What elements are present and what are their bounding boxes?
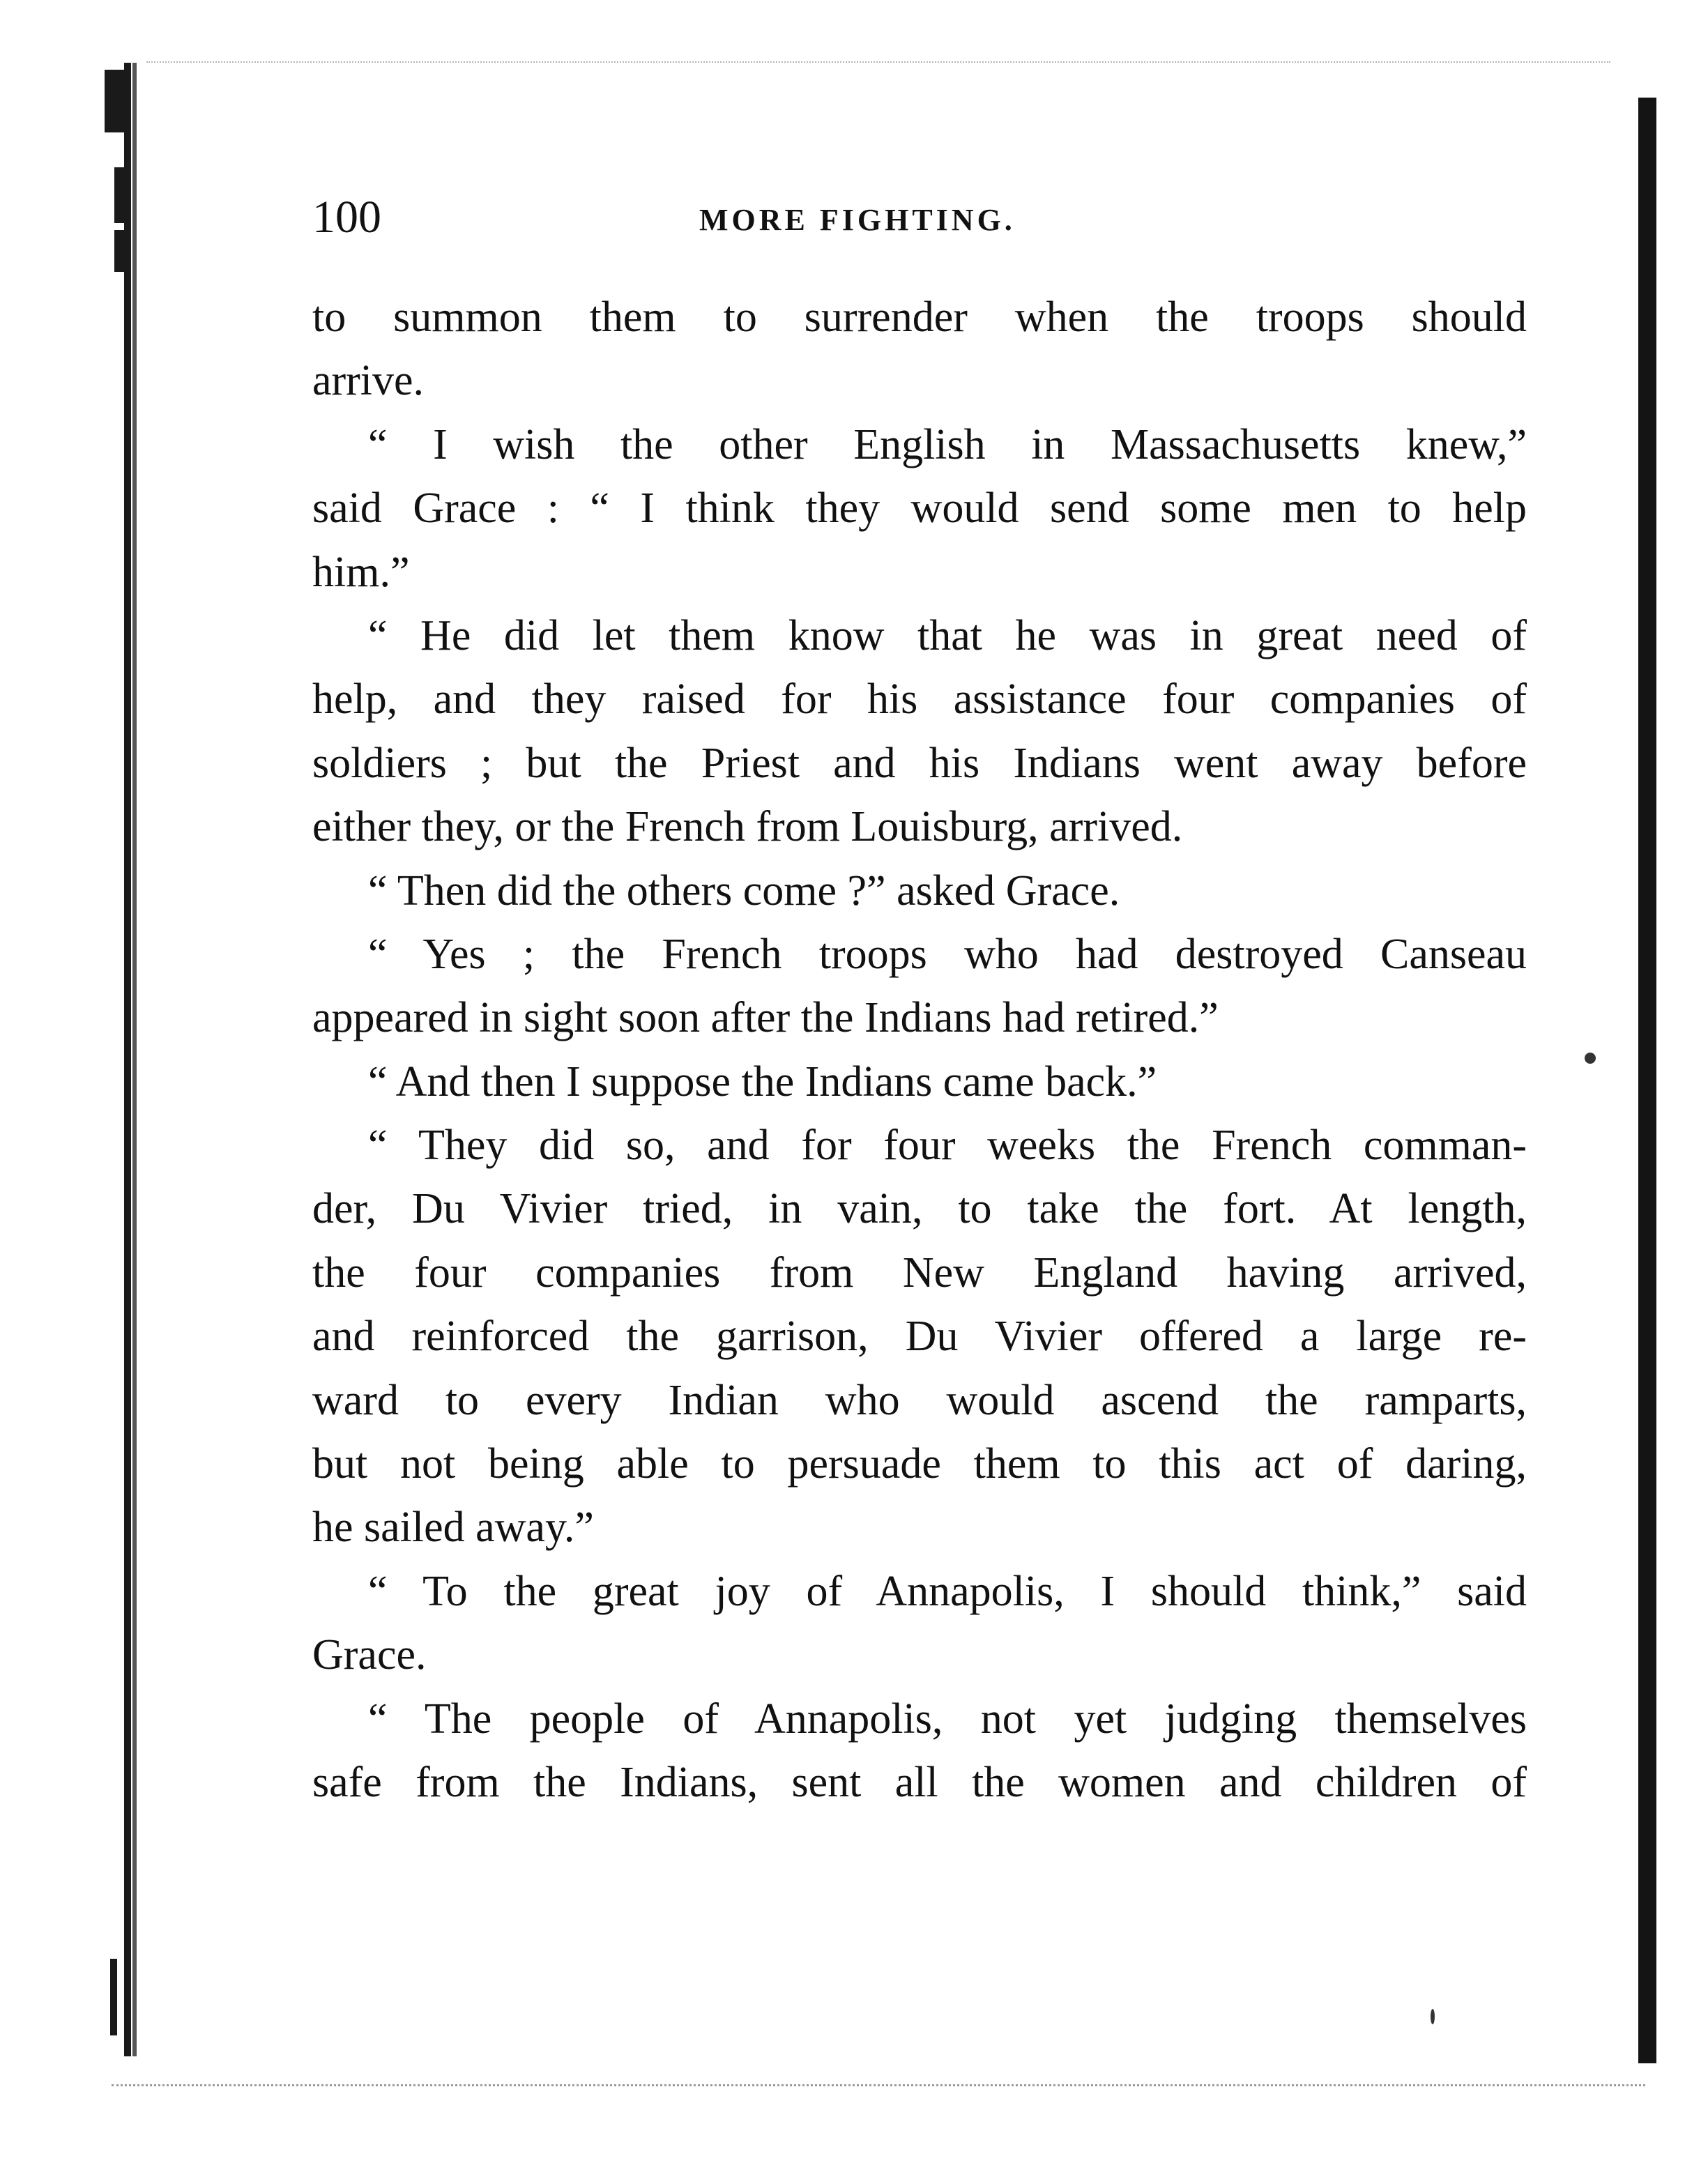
text-line: to summon them to surrender when the troops should [312, 293, 1527, 341]
text-line: arrive. [312, 357, 425, 405]
text-line: the four companies from New England having arrived, [312, 1248, 1527, 1297]
text-line: but not being able to persuade them to this act of daring, [312, 1440, 1527, 1488]
page-number: 100 [312, 192, 381, 243]
text-line: he sailed away.” [312, 1504, 594, 1552]
text-line: “ And then I suppose the Indians came back.” [368, 1057, 1157, 1106]
text-line: either they, or the French from Louisburg, arrived. [312, 803, 1183, 851]
text-line: said Grace : “ I think they would send some men to help [312, 484, 1527, 533]
text-line: and reinforced the garrison, Du Vivier offered a large re- [312, 1313, 1527, 1361]
text-line: appeared in sight soon after the Indians had retired.” [312, 994, 1219, 1042]
text-line: “ Yes ; the French troops who had destroyed Canseau [368, 930, 1527, 978]
scan-speck [1585, 1053, 1596, 1064]
text-line: der, Du Vivier tried, in vain, to take the fort. At length, [312, 1185, 1527, 1233]
text-line: Grace. [312, 1631, 427, 1679]
scan-edge-top [146, 61, 1610, 63]
text-line: “ He did let them know that he was in great need of [368, 611, 1527, 659]
text-line: him.” [312, 548, 410, 596]
text-line: safe from the Indians, sent all the women and children of [312, 1758, 1527, 1806]
text-line: “ Then did the others come ?” asked Grace. [368, 866, 1120, 915]
text-line: “ I wish the other English in Massachusetts knew,” [368, 420, 1527, 468]
text-line: “ The people of Annapolis, not yet judging themselves [368, 1695, 1527, 1743]
text-line: “ To the great joy of Annapolis, I should think,” said [368, 1567, 1527, 1615]
text-line: help, and they raised for his assistance four companies of [312, 675, 1527, 724]
running-head: MORE FIGHTING. [699, 203, 1016, 237]
scan-speck [1431, 2009, 1435, 2024]
scan-edge-bottom [112, 2084, 1645, 2086]
binding-edge [105, 63, 160, 2056]
text-line: soldiers ; but the Priest and his Indians went away before [312, 739, 1527, 787]
body-text [312, 286, 1527, 1814]
text-line: ward to every Indian who would ascend the ramparts, [312, 1376, 1527, 1424]
scan-edge-right [1638, 98, 1656, 2063]
text-line: “ They did so, and for four weeks the French comman- [368, 1122, 1527, 1170]
page-header [312, 190, 1539, 252]
